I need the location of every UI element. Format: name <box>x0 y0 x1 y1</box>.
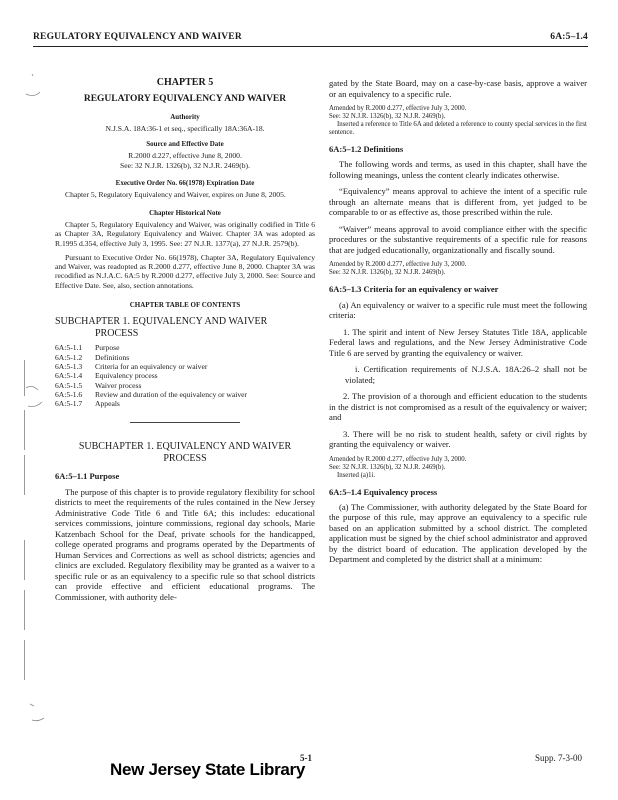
historical-note-paragraph: Chapter 5, Regulatory Equivalency and Waiver, was originally codified in Title 6 as Chapter 3A, Regulatory Equivalency and Waiver. Chapter 3A was adopted as R.1995 d.354, effective July 3, 1995. See: 27 N.J.R. 1377(a), 27 N.J.R. 2579(b). <box>55 219 315 248</box>
definition-equivalency: “Equivalency” means approval to achieve the intent of a specific rule through an alternate means that is different from, yet judged to be comparable to or as effective as, those prescribed within the rule. <box>329 186 587 218</box>
margin-scribble-icon <box>22 70 44 100</box>
chapter-number: CHAPTER 5 <box>156 77 214 88</box>
source-heading: Source and Effective Date <box>146 140 224 149</box>
page-number: 5-1 <box>300 753 312 763</box>
criteria-item: 2. The provision of a thorough and efficient education to the students in the district is not compromised as a result of the equivalency or waiver; and <box>329 391 587 423</box>
section-heading-equivalency-process: 6A:5–1.4 Equivalency process <box>329 486 438 497</box>
amendment-note: Amended by R.2000 d.277, effective July 3, 2000. See: 32 N.J.R. 1326(b), 32 N.J.R. 2469(b). Inserted a reference to Title 6A and deleted a reference to county special services in the first sentence. <box>329 105 587 136</box>
section-heading-purpose: 6A:5–1.1 Purpose <box>55 471 120 482</box>
definition-waiver: “Waiver” means approval to avoid compliance either with the specific procedures or the substantive requirements of a specific rule for reasons that are judged educationally, organizationally and fiscally sound. <box>329 223 587 255</box>
margin-scribble-icon <box>26 700 48 726</box>
criteria-item: 3. There will be no risk to student health, safety or civil rights by granting the equivalency or waiver. <box>329 428 587 450</box>
source-text: R.2000 d.227, effective June 8, 2000. See: 32 N.J.R. 1326(b), 32 N.J.R. 2469(b). <box>120 151 250 170</box>
toc-item: 6A:5-1.5 Waiver process <box>55 380 142 390</box>
margin-scribble-icon <box>22 382 46 412</box>
chapter-title: REGULATORY EQUIVALENCY AND WAIVER <box>83 94 287 105</box>
left-column <box>55 78 315 608</box>
criteria-item: 1. The spirit and intent of New Jersey Statutes Title 18A, applicable Federal laws and regulations, and the New Jersey Administrative Code Title 6 are served by granting the equivalency or waiver. <box>329 326 587 358</box>
authority-text: N.J.S.A. 18A:36-1 et seq., specifically 18A:36A-18. <box>105 123 265 133</box>
eo-text: Chapter 5, Regulatory Equivalency and Waiver, expires on June 8, 2005. <box>65 190 286 200</box>
section-heading-definitions: 6A:5–1.2 Definitions <box>329 144 404 154</box>
supplement-date: Supp. 7-3-00 <box>535 753 582 763</box>
criteria-intro: (a) An equivalency or waiver to a specific rule must meet the following criteria: <box>329 299 587 321</box>
toc-item: 6A:5-1.1 Purpose <box>55 343 120 353</box>
toc-item: 6A:5-1.2 Definitions <box>55 352 130 362</box>
margin-mark <box>24 590 25 630</box>
toc-item: 6A:5-1.6 Review and duration of the equivalency or waiver <box>55 389 248 399</box>
definitions-intro: The following words and terms, as used in this chapter, shall have the following meanings, unless the content clearly indicates otherwise. <box>329 159 587 180</box>
eo-heading: Executive Order No. 66(1978) Expiration Date <box>115 179 255 188</box>
running-header <box>33 32 588 42</box>
table-of-contents <box>55 343 315 408</box>
historical-note-heading: Chapter Historical Note <box>149 208 221 217</box>
purpose-continued: gated by the State Board, may on a case-by-case basis, approve a waiver or an equivalency to a specific rule. <box>329 78 587 99</box>
subchapter-title: SUBCHAPTER 1. EQUIVALENCY AND WAIVER PROCESS <box>78 441 292 464</box>
margin-mark <box>24 410 25 450</box>
header-section: 6A:5–1.4 <box>550 32 588 42</box>
library-stamp: New Jersey State Library <box>110 760 306 779</box>
margin-mark <box>24 455 25 495</box>
purpose-paragraph: The purpose of this chapter is to provide regulatory flexibility for school districts to meet the requirements of the rules contained in the New Jersey Administrative Code Title 6 and Title 6A; this includes: educational services commissions, jointure commissions, regional day schools, Marie Katzenbach School for the Deaf, private schools for the handicapped, college operated programs and programs operated by the Departments of Human Services and Corrections as well as school districts; agencies and clinics are excluded. Regulatory flexibility may be granted as a waiver to a specific rule or as an equivalency to a specific rule so that school districts can provide effective and efficient educational programs. The Commissioner, with authority dele- <box>55 486 315 602</box>
section-divider <box>130 422 240 423</box>
toc-item: 6A:5-1.4 Equivalency process <box>55 371 158 381</box>
header-rule <box>33 46 588 47</box>
toc-item: 6A:5-1.7 Appeals <box>55 399 120 409</box>
amendment-note: Amended by R.2000 d.277, effective July 3, 2000. See: 32 N.J.R. 1326(b), 32 N.J.R. 2469(b). <box>329 261 467 277</box>
toc-heading: CHAPTER TABLE OF CONTENTS <box>129 301 241 310</box>
header-title: REGULATORY EQUIVALENCY AND WAIVER <box>33 32 242 42</box>
section-heading-criteria: 6A:5–1.3 Criteria for an equivalency or waiver <box>329 284 499 295</box>
toc-subchapter-title: SUBCHAPTER 1. EQUIVALENCY AND WAIVER PROCESS <box>55 316 268 339</box>
equivalency-process-paragraph: (a) The Commissioner, with authority delegated by the State Board for the purpose of this rule, may approve an equivalency to a specific rule based on an application submitted by a school district. The completed application must be signed by the chief school administrator and approved by the district board of education. The application developed by the Department and completed by the district shall at a minimum: <box>329 501 587 565</box>
criteria-subitem: i. Certification requirements of N.J.S.A. 18A:26–2 shall not be violated; <box>345 364 587 385</box>
amendment-note: Amended by R.2000 d.277, effective July 3, 2000. See: 32 N.J.R. 1326(b), 32 N.J.R. 2469(b). Inserted (a)1i. <box>329 455 467 479</box>
historical-note-paragraph: Pursuant to Executive Order No. 66(1978), Chapter 3A, Regulatory Equivalency and Waiver, was readopted as R.2000 d.277, effective June 8, 2000. Chapter 3A was recodified as N.J.A.C. 6A:5 by R.2000 d.277, effective July 3, 2000. See: Source and Effective Date. See, also, section annotations. <box>55 252 315 290</box>
margin-mark <box>24 540 25 580</box>
margin-mark <box>24 640 25 680</box>
toc-item: 6A:5-1.3 Criteria for an equivalency or waiver <box>55 361 208 371</box>
right-column <box>329 78 587 571</box>
authority-heading: Authority <box>170 112 200 121</box>
